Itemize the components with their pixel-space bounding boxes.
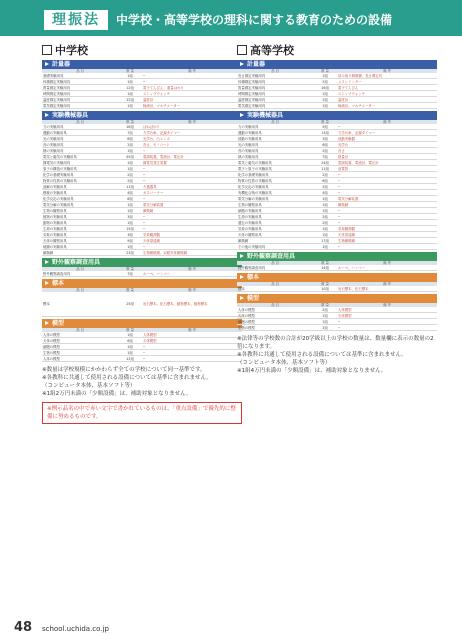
equipment-section: [237, 252, 437, 271]
item-name: 力の実験用具: [42, 124, 118, 130]
item-examples: ─: [142, 244, 242, 250]
item-examples: 気象観測器: [337, 226, 437, 232]
header-badge: 理振法: [44, 10, 108, 30]
item-name: 細胞の模型: [42, 344, 118, 350]
item-name: 生命の実験用具: [42, 226, 118, 232]
table-row: [237, 325, 437, 331]
item-examples: 光学台: [337, 142, 437, 148]
item-name: 植物の実験用具: [42, 214, 118, 220]
table-column-header: 品 目: [237, 69, 313, 73]
table-column-header: 備 考: [142, 267, 242, 271]
item-examples: ─: [337, 178, 437, 184]
item-name: 電気と磁気の実験用具: [42, 154, 118, 160]
item-quantity: 1組: [313, 319, 337, 325]
equipment-table: [237, 69, 437, 109]
item-examples: ガスバーナー: [142, 190, 242, 196]
item-quantity: 1組: [313, 73, 337, 79]
item-examples: ─: [337, 214, 437, 220]
notes: [237, 335, 437, 375]
item-name: 化学反応の実験用具: [42, 196, 118, 202]
item-quantity: 23組: [118, 250, 142, 256]
table-column-header: 備 考: [337, 303, 437, 307]
section-header: 実験機械器具: [42, 111, 242, 120]
item-quantity: 3組: [118, 232, 142, 238]
item-name: 運動の実験用具: [237, 130, 313, 136]
item-name: 人体の模型: [237, 307, 313, 313]
item-name: 音の実験用具: [42, 142, 118, 148]
item-quantity: 4組: [118, 190, 142, 196]
item-name: 天体の観察用具: [42, 238, 118, 244]
item-examples: 光学台、凸レンズ: [142, 136, 242, 142]
item-examples: 読み取り顕微鏡、長さ測定具: [337, 73, 437, 79]
item-examples: ─: [337, 184, 437, 190]
item-examples: 検流計、マルチメーター: [337, 103, 437, 109]
column-heading-text: 中学校: [55, 44, 88, 57]
item-examples: 熱量計: [337, 154, 437, 160]
section-header: 標本: [42, 279, 242, 288]
table-column-header: 品 目: [42, 120, 118, 124]
table-column-header: 品 目: [42, 267, 118, 271]
item-examples: ─: [142, 79, 242, 85]
item-quantity: 2組: [118, 178, 142, 184]
item-name: 長さ測定実験用具: [237, 73, 313, 79]
item-examples: ─: [142, 172, 242, 178]
item-quantity: 2組: [313, 172, 337, 178]
item-examples: 天体望遠鏡: [142, 238, 242, 244]
item-quantity: 2組: [313, 220, 337, 226]
section-header: 計量器: [237, 60, 437, 69]
equipment-table: [237, 303, 437, 331]
item-examples: 力学台車、記録タイマー: [142, 130, 242, 136]
item-name: 電気分解の実験用具: [42, 202, 118, 208]
square-icon: [237, 45, 247, 55]
item-examples: ─: [142, 344, 242, 350]
item-examples: ─: [337, 244, 437, 250]
item-name: 地層の実験用具: [42, 244, 118, 250]
item-examples: 電子てんびん: [337, 85, 437, 91]
table-column-header: 数 量: [118, 69, 142, 73]
item-quantity: 1組: [313, 103, 337, 109]
item-quantity: 1組: [118, 148, 142, 154]
item-examples: ルーペ、ハンマー: [337, 265, 437, 271]
item-name: 生物の模型: [42, 350, 118, 356]
item-examples: ─: [142, 356, 242, 362]
column-heading: [42, 44, 242, 58]
equipment-section: [42, 111, 242, 256]
item-quantity: 10組: [313, 286, 337, 292]
item-quantity: 14組: [313, 265, 337, 271]
item-examples: 音さ、モノコード: [142, 142, 242, 148]
item-quantity: 11組: [118, 184, 142, 190]
item-name: 標本: [237, 286, 313, 292]
table-column-header: 品 目: [237, 120, 313, 124]
item-name: 燃焼の実験用具: [42, 190, 118, 196]
item-name: 熱の実験用具: [42, 148, 118, 154]
item-examples: 顕微鏡: [337, 202, 437, 208]
item-examples: 電気分解装置: [142, 202, 242, 208]
item-quantity: 1組: [118, 103, 142, 109]
equipment-table: [42, 328, 242, 362]
item-name: 基礎実験用具: [42, 73, 118, 79]
item-name: 温度測定実験用具: [42, 97, 118, 103]
table-column-header: 備 考: [337, 69, 437, 73]
item-name: 化学の基礎実験用具: [42, 172, 118, 178]
section-header: 模型: [42, 319, 242, 328]
item-quantity: 2組: [313, 79, 337, 85]
item-name: 光の実験用具: [237, 142, 313, 148]
item-quantity: 1組: [118, 344, 142, 350]
table-column-header: 備 考: [337, 261, 437, 265]
item-name: 静電気の実験用具: [42, 160, 118, 166]
item-examples: 波動実験器: [337, 136, 437, 142]
item-examples: ─: [337, 172, 437, 178]
item-name: 質量測定実験用具: [237, 85, 313, 91]
equipment-table: [42, 69, 242, 109]
item-name: 生命の実験用具: [237, 214, 313, 220]
item-name: 細胞の実験用具: [237, 208, 313, 214]
item-examples: ─: [337, 208, 437, 214]
table-column-header: 品 目: [42, 69, 118, 73]
site-url: school.uchida.co.jp: [42, 625, 109, 633]
item-examples: 温度計: [337, 97, 437, 103]
item-examples: 岩石標本、化石標本、動物標本、植物標本: [142, 292, 242, 317]
equipment-section: [237, 60, 437, 109]
item-examples: 温度計: [142, 97, 242, 103]
item-examples: ろ過器具: [142, 184, 242, 190]
table-column-header: 数 量: [313, 261, 337, 265]
table-column-header: 備 考: [337, 282, 437, 286]
item-examples: 静電気発生装置: [142, 160, 242, 166]
item-quantity: 1組: [118, 160, 142, 166]
item-quantity: 1組: [313, 226, 337, 232]
item-quantity: 2組: [313, 307, 337, 313]
item-name: 動物の実験用具: [42, 220, 118, 226]
item-name: 電気と磁気の実験用具: [237, 160, 313, 166]
item-quantity: 12組: [118, 85, 142, 91]
item-name: 力の実験用具: [237, 124, 313, 130]
table-column-header: 数 量: [313, 120, 337, 124]
item-name: その他の実験用具: [237, 244, 313, 250]
item-quantity: 2組: [313, 97, 337, 103]
item-name: 細胞の模型: [237, 319, 313, 325]
item-quantity: 7組: [118, 271, 142, 277]
item-quantity: 25組: [118, 292, 142, 317]
item-name: 遺伝の実験用具: [237, 220, 313, 226]
equipment-table: [237, 120, 437, 250]
equipment-table: [237, 261, 437, 271]
equipment-table: [237, 282, 437, 292]
table-row: [237, 244, 437, 250]
item-quantity: 17組: [313, 238, 337, 244]
item-quantity: 1組: [118, 332, 142, 338]
item-examples: ─: [142, 178, 242, 184]
item-name: 体積測定実験用具: [42, 79, 118, 85]
table-row: [237, 103, 437, 109]
item-quantity: 1組: [313, 196, 337, 202]
item-examples: 力学台車、記録タイマー: [337, 130, 437, 136]
item-quantity: 12組: [118, 97, 142, 103]
item-name: 有機化合物の実験用具: [237, 190, 313, 196]
item-quantity: 1組: [313, 202, 337, 208]
item-name: 生物の観察用具: [42, 208, 118, 214]
item-name: 標本: [42, 292, 118, 317]
item-examples: ─: [142, 73, 242, 79]
item-quantity: 2組: [313, 325, 337, 331]
item-name: 波動の実験用具: [237, 136, 313, 142]
item-name: 電気分解の実験用具: [237, 196, 313, 202]
column-heading-text: 高等学校: [250, 44, 294, 57]
item-quantity: 16組: [313, 85, 337, 91]
item-examples: 検流計、マルチメーター: [142, 103, 242, 109]
table-column-header: 備 考: [142, 120, 242, 124]
table-column-header: 備 考: [142, 328, 242, 332]
column-heading: [237, 44, 437, 58]
item-quantity: 5組: [313, 124, 337, 130]
item-name: 気象の実験用具: [237, 226, 313, 232]
item-name: 電気測定実験用具: [237, 103, 313, 109]
item-quantity: 1組: [313, 91, 337, 97]
item-quantity: 1組: [118, 79, 142, 85]
item-quantity: 13組: [313, 130, 337, 136]
item-quantity: 1組: [118, 208, 142, 214]
item-quantity: 2組: [313, 184, 337, 190]
item-examples: 放電管: [337, 166, 437, 172]
equipment-section: [42, 319, 242, 362]
note-line: （コンピュータ本体、基本ソフト等）: [42, 383, 136, 389]
item-name: 人体の模型: [42, 356, 118, 362]
item-name: 時間測定実験用具: [237, 91, 313, 97]
item-quantity: 2組: [118, 142, 142, 148]
item-name: 質量測定実験用具: [42, 85, 118, 91]
equipment-section: [42, 60, 242, 109]
note-line: ※1組4万円未満の「少額設備」は、補助対象となりません。: [237, 368, 387, 374]
equipment-table: [42, 267, 242, 277]
item-quantity: 1組: [118, 244, 142, 250]
junior-high-column: [42, 44, 242, 424]
item-quantity: 1組: [313, 232, 337, 238]
item-examples: 電源装置、電流計、電圧計: [142, 154, 242, 160]
table-column-header: 品 目: [42, 288, 118, 292]
table-column-header: 数 量: [313, 282, 337, 286]
item-quantity: 1組: [118, 350, 142, 356]
item-examples: 顕微鏡: [142, 208, 242, 214]
item-examples: ばねばかり: [142, 124, 242, 130]
note-line: ※数量は学校規模にかかわらず全ての学校について同一基準です。: [42, 367, 206, 373]
item-name: 化学反応の実験用具: [237, 184, 313, 190]
item-examples: ─: [142, 148, 242, 154]
item-quantity: 16組: [118, 124, 142, 130]
item-name: 生物の観察用具: [237, 202, 313, 208]
item-name: 時間測定実験用具: [42, 91, 118, 97]
item-quantity: 2組: [313, 148, 337, 154]
section-header: 野外観察調査用具: [237, 252, 437, 261]
item-quantity: 1組: [313, 208, 337, 214]
header-title: 中学校・高等学校の理科に関する教育のための設備: [116, 13, 393, 27]
item-quantity: 3組: [313, 136, 337, 142]
item-quantity: 4組: [313, 190, 337, 196]
table-column-header: 品 目: [237, 261, 313, 265]
table-row: [42, 103, 242, 109]
item-examples: 気象観測器: [142, 232, 242, 238]
item-examples: 電源装置、電流計、電圧計: [337, 160, 437, 166]
item-quantity: 3組: [118, 214, 142, 220]
item-examples: 岩石標本、化石標本: [337, 286, 437, 292]
item-examples: ─: [337, 319, 437, 325]
table-row: [42, 271, 242, 277]
table-column-header: 数 量: [313, 69, 337, 73]
table-column-header: 数 量: [118, 120, 142, 124]
item-quantity: 6組: [118, 136, 142, 142]
item-quantity: 2組: [118, 172, 142, 178]
section-header: 模型: [237, 294, 437, 303]
item-name: 体積測定実験用具: [237, 79, 313, 85]
item-examples: 天体模型: [337, 313, 437, 319]
item-name: 原子の構造の実験用具: [42, 166, 118, 172]
equipment-section: [237, 111, 437, 250]
item-name: 気象の実験用具: [42, 232, 118, 238]
equipment-section: [237, 294, 437, 331]
item-examples: ─: [142, 166, 242, 172]
item-quantity: 1組: [118, 220, 142, 226]
item-name: 顕微鏡: [237, 238, 313, 244]
table-column-header: 数 量: [118, 328, 142, 332]
item-examples: 生物顕微鏡: [337, 238, 437, 244]
item-quantity: 45組: [118, 154, 142, 160]
table-column-header: 品 目: [42, 328, 118, 332]
item-examples: 人体模型: [337, 307, 437, 313]
section-header: 野外観察調査用具: [42, 258, 242, 267]
note-line: ※法律等の学校数の合計が20学級以上の学校の数量は、数量欄に表示の数量の2倍になります。: [237, 336, 434, 350]
item-name: 物質の性質の実験用具: [237, 178, 313, 184]
item-name: 人体の模型: [42, 332, 118, 338]
item-examples: ストップウォッチ: [142, 91, 242, 97]
table-column-header: 品 目: [237, 282, 313, 286]
item-examples: ─: [142, 196, 242, 202]
table-row: [42, 250, 242, 256]
table-row: [237, 286, 437, 292]
item-name: 運動の実験用具: [42, 130, 118, 136]
equipment-table: [42, 120, 242, 256]
item-name: 化学の基礎実験用具: [237, 172, 313, 178]
priority-callout: ※例示品名の中で赤い文字で書かれているものは、「重点設備」で優先的に整備に努めるものです。: [42, 402, 242, 424]
table-row: [237, 265, 437, 271]
item-name: 物質の性質の実験用具: [42, 178, 118, 184]
item-quantity: 9組: [118, 238, 142, 244]
table-column-header: 数 量: [118, 288, 142, 292]
item-quantity: 2組: [313, 214, 337, 220]
item-examples: 天体望遠鏡: [337, 232, 437, 238]
note-line: （コンピュータ本体、基本ソフト等）: [237, 360, 331, 366]
item-quantity: 24組: [313, 160, 337, 166]
item-quantity: 1組: [118, 166, 142, 172]
item-name: 電気測定実験用具: [42, 103, 118, 109]
equipment-section: [42, 258, 242, 277]
item-examples: ─: [337, 325, 437, 331]
item-name: 野外観察調査用具: [237, 265, 313, 271]
item-quantity: 6組: [313, 142, 337, 148]
item-name: 音の実験用具: [237, 148, 313, 154]
note-line: ※各教科に共通して使用される設備については基準に含まれません。: [237, 352, 407, 358]
item-examples: ─: [337, 220, 437, 226]
item-name: 溶解の実験用具: [42, 184, 118, 190]
table-column-header: 数 量: [118, 267, 142, 271]
equipment-section: [237, 273, 437, 292]
item-quantity: 1組: [118, 202, 142, 208]
item-quantity: 6組: [118, 338, 142, 344]
item-name: 熱の実験用具: [237, 154, 313, 160]
item-examples: ─: [337, 190, 437, 196]
item-examples: 音さ: [337, 148, 437, 154]
item-name: 天体の観察用具: [237, 232, 313, 238]
item-name: 天体の模型: [42, 338, 118, 344]
table-row: [42, 356, 242, 362]
item-quantity: 6組: [313, 178, 337, 184]
section-header: 標本: [237, 273, 437, 282]
item-examples: ─: [142, 214, 242, 220]
item-quantity: 1組: [118, 91, 142, 97]
senior-high-column: [237, 44, 437, 375]
square-icon: [42, 45, 52, 55]
item-examples: ─: [142, 220, 242, 226]
item-quantity: 11組: [313, 166, 337, 172]
notes: [42, 366, 242, 398]
item-quantity: 7組: [313, 154, 337, 160]
item-examples: 電気分解装置: [337, 196, 437, 202]
equipment-table: [42, 288, 242, 317]
table-column-header: 備 考: [142, 288, 242, 292]
section-header: 計量器: [42, 60, 242, 69]
item-examples: 人体模型: [142, 332, 242, 338]
item-quantity: 12組: [118, 356, 142, 362]
page-header: [0, 0, 462, 36]
table-column-header: 備 考: [337, 120, 437, 124]
page-number: 48: [14, 620, 33, 635]
item-examples: ─: [142, 350, 242, 356]
item-examples: ストップウォッチ: [337, 91, 437, 97]
item-examples: 電子てんびん、重量はかり: [142, 85, 242, 91]
note-line: ※各教科に共通して使用される設備については基準に含まれません。: [42, 375, 212, 381]
item-quantity: 7組: [118, 130, 142, 136]
item-quantity: 6組: [118, 196, 142, 202]
item-name: 天体の模型: [237, 313, 313, 319]
item-quantity: 1組: [313, 244, 337, 250]
equipment-section: [42, 279, 242, 317]
item-examples: ─: [337, 124, 437, 130]
item-name: 生物の模型: [237, 325, 313, 331]
item-quantity: 1組: [118, 73, 142, 79]
item-examples: 天体模型: [142, 338, 242, 344]
section-header: 実験機械器具: [237, 111, 437, 120]
table-row: [42, 292, 242, 317]
table-column-header: 備 考: [142, 69, 242, 73]
item-examples: メスシリンダー: [337, 79, 437, 85]
item-examples: ─: [142, 226, 242, 232]
item-quantity: 15組: [118, 226, 142, 232]
item-name: 顕微鏡: [42, 250, 118, 256]
note-line: ※1組2万円未満の「少額設備」は、補助対象となりません。: [42, 391, 192, 397]
item-examples: 生物顕微鏡、双眼実体顕微鏡: [142, 250, 242, 256]
table-column-header: 数 量: [313, 303, 337, 307]
item-name: 電子と原子の実験用具: [237, 166, 313, 172]
item-name: 野外観察調査用具: [42, 271, 118, 277]
item-examples: ルーペ、ハンマー: [142, 271, 242, 277]
item-name: 光の実験用具: [42, 136, 118, 142]
item-name: 温度測定実験用具: [237, 97, 313, 103]
table-column-header: 品 目: [237, 303, 313, 307]
item-quantity: 1組: [313, 313, 337, 319]
